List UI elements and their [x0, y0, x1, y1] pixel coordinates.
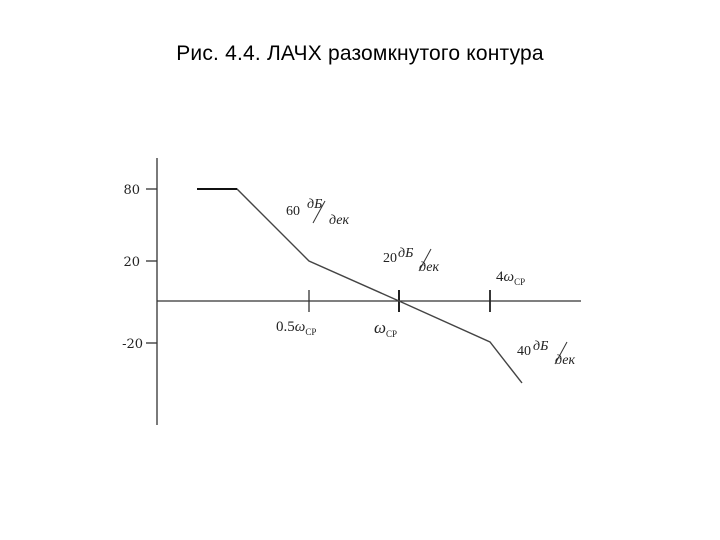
svg-text:дек: дек	[419, 260, 440, 275]
x-tick-label-half-wcp: $0.5\omega_{СР}$	[276, 319, 317, 337]
figure-caption: Рис. 4.4. ЛАЧХ разомкнутого контура	[176, 42, 544, 65]
svg-text:дек: дек	[555, 353, 576, 368]
svg-text:дБ: дБ	[398, 246, 414, 261]
slope-label-20	[383, 246, 439, 275]
svg-text:20: 20	[383, 251, 397, 266]
slope-label-40	[517, 339, 575, 368]
lachh-curve	[197, 189, 522, 383]
svg-text:дБ: дБ	[533, 339, 549, 354]
y-tick-label-minus20: -20	[122, 337, 143, 352]
x-tick-label-4wcp: $4\omega_{СР}$	[496, 269, 526, 287]
svg-text:дек: дек	[329, 213, 350, 228]
slope-label-60	[286, 197, 349, 228]
y-tick-label-20: 20	[123, 255, 140, 270]
svg-text:40: 40	[517, 344, 531, 359]
x-tick-label-wcp: $\omega_{СР}$	[374, 318, 398, 339]
svg-text:60: 60	[286, 204, 300, 219]
y-tick-label-80: 80	[123, 183, 140, 198]
svg-text:дБ: дБ	[307, 197, 323, 212]
